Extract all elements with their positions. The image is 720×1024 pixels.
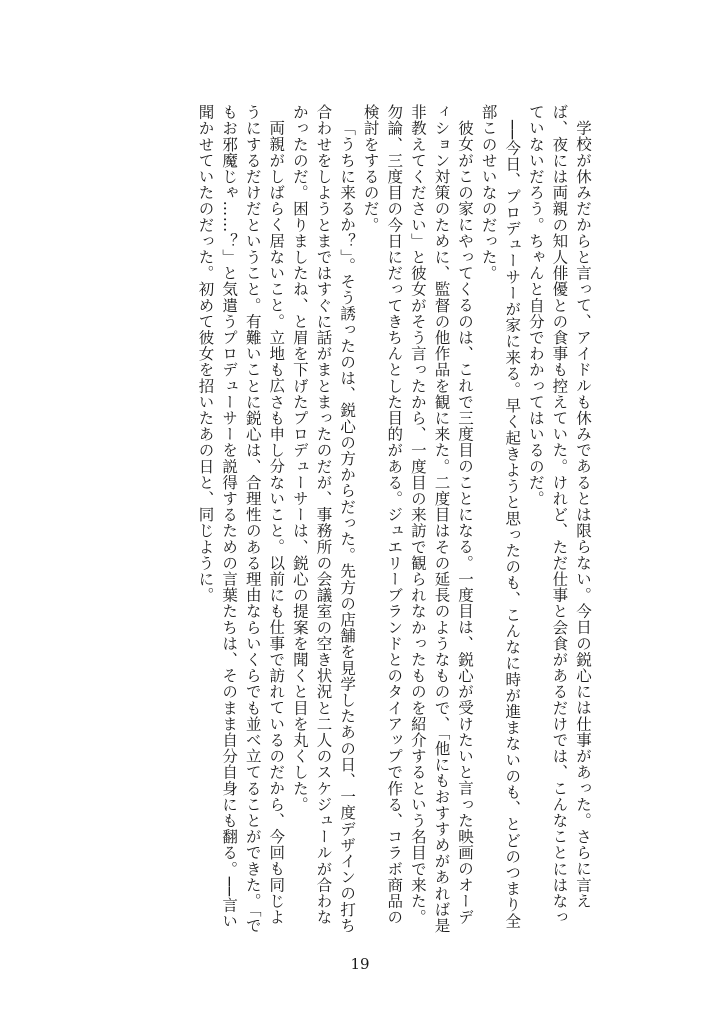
paragraph: ──今日、プロデューサーが家に来る。早く起きようと思ったのも、こんなに時が進まないのも、とどのつまり全部このせいなのだった。 <box>479 104 522 929</box>
vertical-body-text <box>74 104 594 940</box>
paragraph: 彼女がこの家にやってくるのは、これで三度目のことになる。一度目は、鋭心が受けたいと言った映画のオーディション対策のために、監督の他作品を観に来た。二度目はその延長のようなもので、「他にもおすすめがあれば是非教えてください」と彼女がそう言ったから、一度目の来訪で観られなかったものを紹介するという名目で来た。勿論、三度目の今日にだってきちんとした目的がある。ジュエリーブランドとのタイアップで作る、コラボ商品の検討をするのだ。 <box>361 104 475 934</box>
page-number: 19 <box>350 955 370 973</box>
paragraph: 学校が休みだからと言って、アイドルも休みであるとは限らない。今日の鋭心には仕事があった。さらに言えば、夜には両親の知人俳優との食事も控えていた。けれど、ただ仕事と会食があるだけでは、こんなことにはなっていないだろう。ちゃんと自分でわかってはいるのだ。 <box>526 104 592 926</box>
paragraph: 「うちに来るか？」。そう誘ったのは、鋭心の方からだった。先方の店舗を見学したあの日、一度デザインの打ち合わせをしようとまではすぐに話がまとまったのだが、事務所の会議室の空き状況と二人のスケジュールが合わなかったのだ。困りましたね、と眉を下げたプロデューサーは、鋭心の提案を聞くと目を丸くした。 <box>290 104 357 933</box>
paragraph: 両親がしばらく居ないこと。立地も広さも申し分ないこと。以前にも仕事で訪れているのだから、今回も同じようにするだけだということ。有難いことに鋭心は、合理性のある理由ならいくらでも並べ立てることができた。「でもお邪魔じゃ……？」と気遣うプロデューサーを説得するための言葉たちは、そのまま自分自身にも翻る。──言い聞かせていたのだった。初めて彼女を招いたあの日と、同じように。 <box>196 104 286 934</box>
